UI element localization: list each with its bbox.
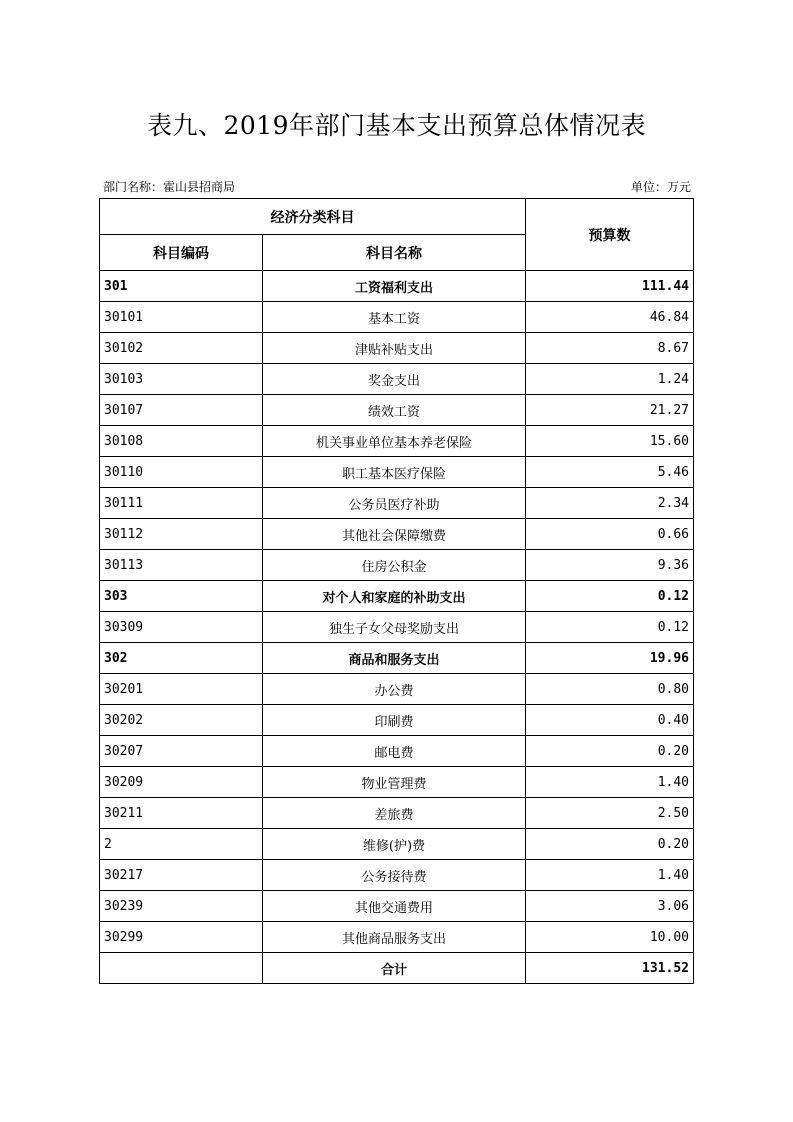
row-name: 其他社会保障缴费 xyxy=(263,519,526,550)
row-code: 30102 xyxy=(100,333,263,364)
row-name: 商品和服务支出 xyxy=(263,643,526,674)
row-amount: 1.40 xyxy=(526,860,694,891)
table-row xyxy=(100,364,694,395)
unit-label: 单位：万元 xyxy=(630,180,691,194)
table-row xyxy=(100,550,694,581)
row-code: 30201 xyxy=(100,674,263,705)
row-name: 对个人和家庭的补助支出 xyxy=(263,581,526,612)
table-row xyxy=(100,426,694,457)
row-amount: 21.27 xyxy=(526,395,694,426)
table-row xyxy=(100,302,694,333)
row-amount: 0.20 xyxy=(526,736,694,767)
table-row xyxy=(100,581,694,612)
row-code: 2 xyxy=(100,829,263,860)
row-name: 绩效工资 xyxy=(263,395,526,426)
row-amount: 2.34 xyxy=(526,488,694,519)
row-name: 合计 xyxy=(263,953,526,984)
row-code: 30107 xyxy=(100,395,263,426)
row-name: 独生子女父母奖励支出 xyxy=(263,612,526,643)
row-amount: 10.00 xyxy=(526,922,694,953)
row-name: 机关事业单位基本养老保险 xyxy=(263,426,526,457)
row-amount: 111.44 xyxy=(526,271,694,302)
row-name: 物业管理费 xyxy=(263,767,526,798)
table-row xyxy=(100,488,694,519)
row-amount: 1.40 xyxy=(526,767,694,798)
row-amount: 0.12 xyxy=(526,612,694,643)
header-row-group xyxy=(100,199,694,235)
row-amount: 131.52 xyxy=(526,953,694,984)
row-amount: 0.20 xyxy=(526,829,694,860)
row-amount: 0.80 xyxy=(526,674,694,705)
row-name: 职工基本医疗保险 xyxy=(263,457,526,488)
table-row xyxy=(100,674,694,705)
header-code: 科目编码 xyxy=(100,235,263,271)
row-amount: 1.24 xyxy=(526,364,694,395)
table-row xyxy=(100,612,694,643)
row-name: 其他商品服务支出 xyxy=(263,922,526,953)
row-name: 邮电费 xyxy=(263,736,526,767)
table-row xyxy=(100,333,694,364)
table-row xyxy=(100,705,694,736)
row-code: 30309 xyxy=(100,612,263,643)
budget-table-body xyxy=(100,199,694,984)
row-amount: 0.66 xyxy=(526,519,694,550)
row-amount: 46.84 xyxy=(526,302,694,333)
row-name: 印刷费 xyxy=(263,705,526,736)
row-name: 基本工资 xyxy=(263,302,526,333)
header-amount: 预算数 xyxy=(526,199,694,271)
header-economic-class: 经济分类科目 xyxy=(100,199,526,235)
row-amount: 0.12 xyxy=(526,581,694,612)
table-row xyxy=(100,860,694,891)
row-code: 30101 xyxy=(100,302,263,333)
row-code: 30211 xyxy=(100,798,263,829)
table-row xyxy=(100,395,694,426)
row-code: 302 xyxy=(100,643,263,674)
row-amount: 3.06 xyxy=(526,891,694,922)
row-code: 30103 xyxy=(100,364,263,395)
page-title: 表九、2019年部门基本支出预算总体情况表 xyxy=(146,111,647,140)
table-row xyxy=(100,643,694,674)
table-row xyxy=(100,457,694,488)
row-code: 30207 xyxy=(100,736,263,767)
row-code: 30110 xyxy=(100,457,263,488)
table-row xyxy=(100,922,694,953)
row-amount: 5.46 xyxy=(526,457,694,488)
row-code: 30202 xyxy=(100,705,263,736)
row-name: 公务员医疗补助 xyxy=(263,488,526,519)
row-amount: 2.50 xyxy=(526,798,694,829)
row-code: 30111 xyxy=(100,488,263,519)
row-name: 奖金支出 xyxy=(263,364,526,395)
table-row xyxy=(100,736,694,767)
row-name: 公务接待费 xyxy=(263,860,526,891)
row-amount: 8.67 xyxy=(526,333,694,364)
table-row xyxy=(100,271,694,302)
row-name: 工资福利支出 xyxy=(263,271,526,302)
table-row xyxy=(100,891,694,922)
row-amount: 0.40 xyxy=(526,705,694,736)
row-name: 办公费 xyxy=(263,674,526,705)
table-row xyxy=(100,829,694,860)
row-code xyxy=(100,953,263,984)
total-row xyxy=(100,953,694,984)
row-code: 30239 xyxy=(100,891,263,922)
department-label: 部门名称：霍山县招商局 xyxy=(103,180,236,194)
row-name: 住房公积金 xyxy=(263,550,526,581)
table-row xyxy=(100,519,694,550)
header-name: 科目名称 xyxy=(263,235,526,271)
row-code: 30113 xyxy=(100,550,263,581)
row-code: 30108 xyxy=(100,426,263,457)
row-name: 其他交通费用 xyxy=(263,891,526,922)
row-code: 30299 xyxy=(100,922,263,953)
row-code: 30217 xyxy=(100,860,263,891)
row-code: 30112 xyxy=(100,519,263,550)
row-code: 303 xyxy=(100,581,263,612)
row-amount: 15.60 xyxy=(526,426,694,457)
row-amount: 9.36 xyxy=(526,550,694,581)
budget-table xyxy=(99,198,694,984)
row-code: 30209 xyxy=(100,767,263,798)
row-amount: 19.96 xyxy=(526,643,694,674)
table-row xyxy=(100,767,694,798)
row-name: 津贴补贴支出 xyxy=(263,333,526,364)
row-code: 301 xyxy=(100,271,263,302)
table-row xyxy=(100,798,694,829)
row-name: 维修(护)费 xyxy=(263,829,526,860)
row-name: 差旅费 xyxy=(263,798,526,829)
